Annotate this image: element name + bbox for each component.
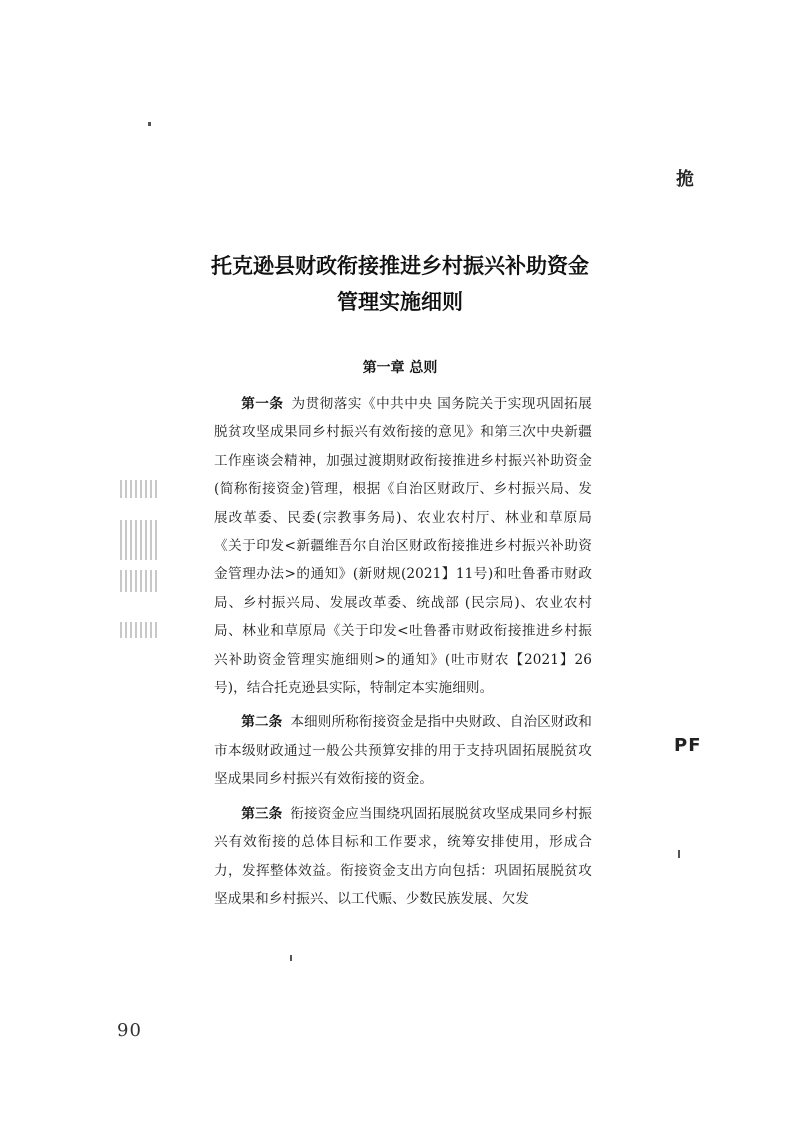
scan-speck — [290, 955, 292, 961]
article-1 — [214, 390, 592, 702]
scan-artifact — [120, 480, 160, 498]
margin-mark-middle: PF — [674, 735, 702, 756]
article-3-text: 衔接资金应当围绕巩固拓展脱贫攻坚成果同乡村振兴有效衔接的总体目标和工作要求，统筹安排使用，形成合力，发挥整体效益。衔接资金支出方向包括：巩固拓展脱贫攻坚成果和乡村振兴、以工代赈、少数民族发展、欠发 — [214, 805, 592, 907]
scan-artifact — [120, 520, 160, 560]
scan-artifact — [120, 570, 160, 592]
article-3 — [214, 800, 592, 914]
article-2-label: 第二条 — [241, 714, 283, 731]
chapter-heading: 第一章 总则 — [362, 360, 438, 376]
article-3-label: 第三条 — [241, 805, 283, 822]
margin-mark-top: 㧪 — [676, 169, 694, 190]
article-2-text: 本细则所称衔接资金是指中央财政、自治区财政和市本级财政通过一般公共预算安排的用于支持巩固拓展脱贫攻坚成果同乡村振兴有效衔接的资金。 — [214, 714, 592, 788]
title-line-1: 托克逊县财政衔接推进乡村振兴补助资金 — [211, 254, 589, 278]
title-line-2: 管理实施细则 — [337, 290, 463, 314]
article-1-text: 为贯彻落实《中共中央 国务院关于实现巩固拓展脱贫攻坚成果同乡村振兴有效衔接的意见》和第三次中央新疆工作座谈会精神，加强过渡期财政衔接推进乡村振兴补助资金(简称衔接资金)管理，根据《自治区财政厅、乡村振兴局、发展改革委、民委(宗教事务局)、农业农村厅、林业和草原局《关于印发<新疆维吾尔自治区财政衔接推进乡村振兴补助资金管理办法>的通知》(新财规(2021】11号)和吐鲁番市财政局、乡村振兴局、发展改革委、统战部 (民宗局)、农业农村局、林业和草原局《关于印发<吐鲁番市财政衔接推进乡村振兴补助资金管理实施细则>的通知》(吐市财农【2021】26号)，结合托克逊县实际，特制定本实施细则。 — [214, 396, 592, 697]
scan-artifact — [120, 622, 160, 638]
page-number: 90 — [117, 1020, 142, 1041]
article-2 — [214, 708, 592, 793]
scan-speck — [678, 850, 680, 858]
document-body — [214, 390, 592, 919]
scan-speck — [148, 122, 151, 126]
document-title — [180, 248, 620, 320]
article-1-label: 第一条 — [241, 396, 284, 412]
